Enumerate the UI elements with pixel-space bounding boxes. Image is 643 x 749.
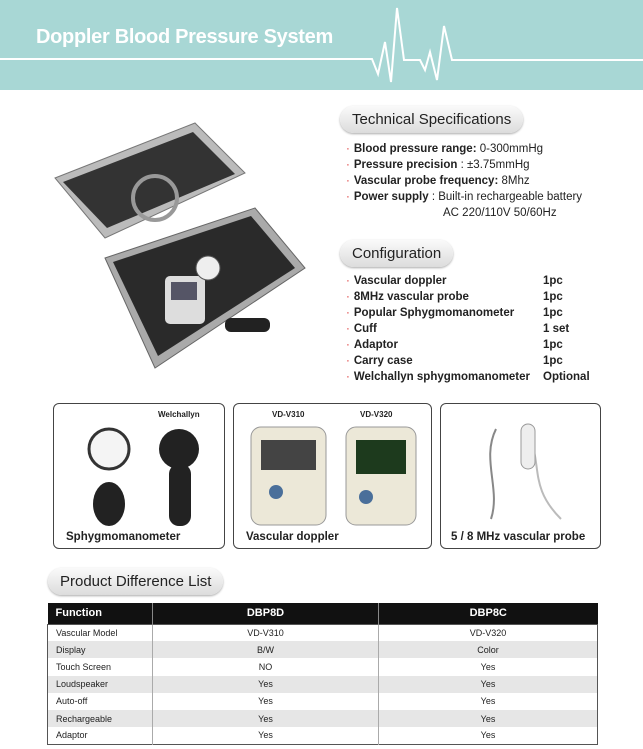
sphygmomanometer-panel	[53, 403, 225, 549]
table-row	[48, 693, 598, 710]
config-item: · 8MHz vascular probe 1pc	[346, 291, 563, 303]
spec-item: · Power supply : Built-in rechargeable battery	[346, 191, 583, 203]
table-cell: Yes	[379, 727, 598, 744]
table-row	[48, 676, 598, 693]
sphygmomanometer-image	[74, 424, 214, 529]
table-cell: Touch Screen	[56, 661, 112, 672]
table-cell: Adaptor	[56, 730, 88, 741]
welchallyn-tag: Welchallyn	[158, 410, 200, 419]
doppler-devices-image	[246, 422, 426, 532]
spec-item: · Pressure precision : ±3.75mmHg	[346, 159, 530, 171]
table-cell: Loudspeaker	[48, 676, 153, 693]
vascular-doppler-panel	[233, 403, 432, 549]
col-header: DBP8D	[153, 603, 379, 624]
carry-case-image	[45, 118, 315, 373]
table-cell: Rechargeable	[48, 710, 153, 727]
spec-item: · Vascular probe frequency: 8Mhz	[346, 175, 530, 187]
table-cell: Yes	[153, 727, 379, 744]
spec-item: · Blood pressure range: 0-300mmHg	[346, 143, 544, 155]
table-row	[48, 641, 598, 658]
table-cell: Yes	[153, 710, 379, 727]
configuration-list	[346, 273, 606, 385]
table-cell: Color	[379, 641, 598, 658]
table-cell: B/W	[153, 641, 379, 658]
panel-label: Sphygmomanometer	[66, 531, 181, 543]
config-item: · Cuff 1 set	[346, 323, 570, 335]
table-row	[48, 710, 598, 727]
difference-heading: Product Difference List	[48, 568, 223, 595]
config-item: · Welchallyn sphygmomanometer Optional	[346, 371, 590, 383]
difference-table	[47, 603, 598, 745]
table-cell: Yes	[379, 658, 598, 675]
col-header: DBP8C	[379, 603, 598, 624]
heartbeat-line-icon	[0, 0, 643, 90]
table-cell: NO	[153, 658, 379, 675]
table-row	[48, 727, 598, 744]
panel-label: Vascular doppler	[246, 531, 339, 543]
config-item: · Vascular doppler 1pc	[346, 275, 563, 287]
table-cell: VD-V320	[379, 624, 598, 641]
vascular-probe-image	[471, 419, 581, 529]
vascular-probe-panel	[440, 403, 601, 549]
page-title: Doppler Blood Pressure System	[36, 26, 333, 48]
table-cell: Auto-off	[56, 696, 88, 707]
table-row	[48, 624, 598, 641]
header-banner	[0, 0, 643, 90]
configuration-heading: Configuration	[340, 240, 453, 267]
model-tag: VD-V320	[360, 410, 393, 419]
table-cell: Yes	[379, 676, 598, 693]
spec-item-cont: AC 220/110V 50/60Hz	[443, 207, 557, 219]
table-cell: Vascular Model	[56, 627, 118, 638]
table-cell: Display	[48, 641, 153, 658]
panel-label: 5 / 8 MHz vascular probe	[451, 531, 586, 543]
tech-specs-heading: Technical Specifications	[340, 106, 523, 133]
col-header: Function	[48, 603, 153, 624]
table-cell: Yes	[379, 693, 598, 710]
table-cell: Yes	[379, 710, 598, 727]
table-row	[48, 658, 598, 675]
table-cell: VD-V310	[153, 624, 379, 641]
config-item: · Popular Sphygmomanometer 1pc	[346, 307, 563, 319]
table-cell: Yes	[153, 676, 379, 693]
config-item: · Adaptor 1pc	[346, 339, 563, 351]
model-tag: VD-V310	[272, 410, 305, 419]
tech-specs-list	[346, 141, 582, 221]
config-item: · Carry case 1pc	[346, 355, 563, 367]
table-cell: Yes	[153, 693, 379, 710]
